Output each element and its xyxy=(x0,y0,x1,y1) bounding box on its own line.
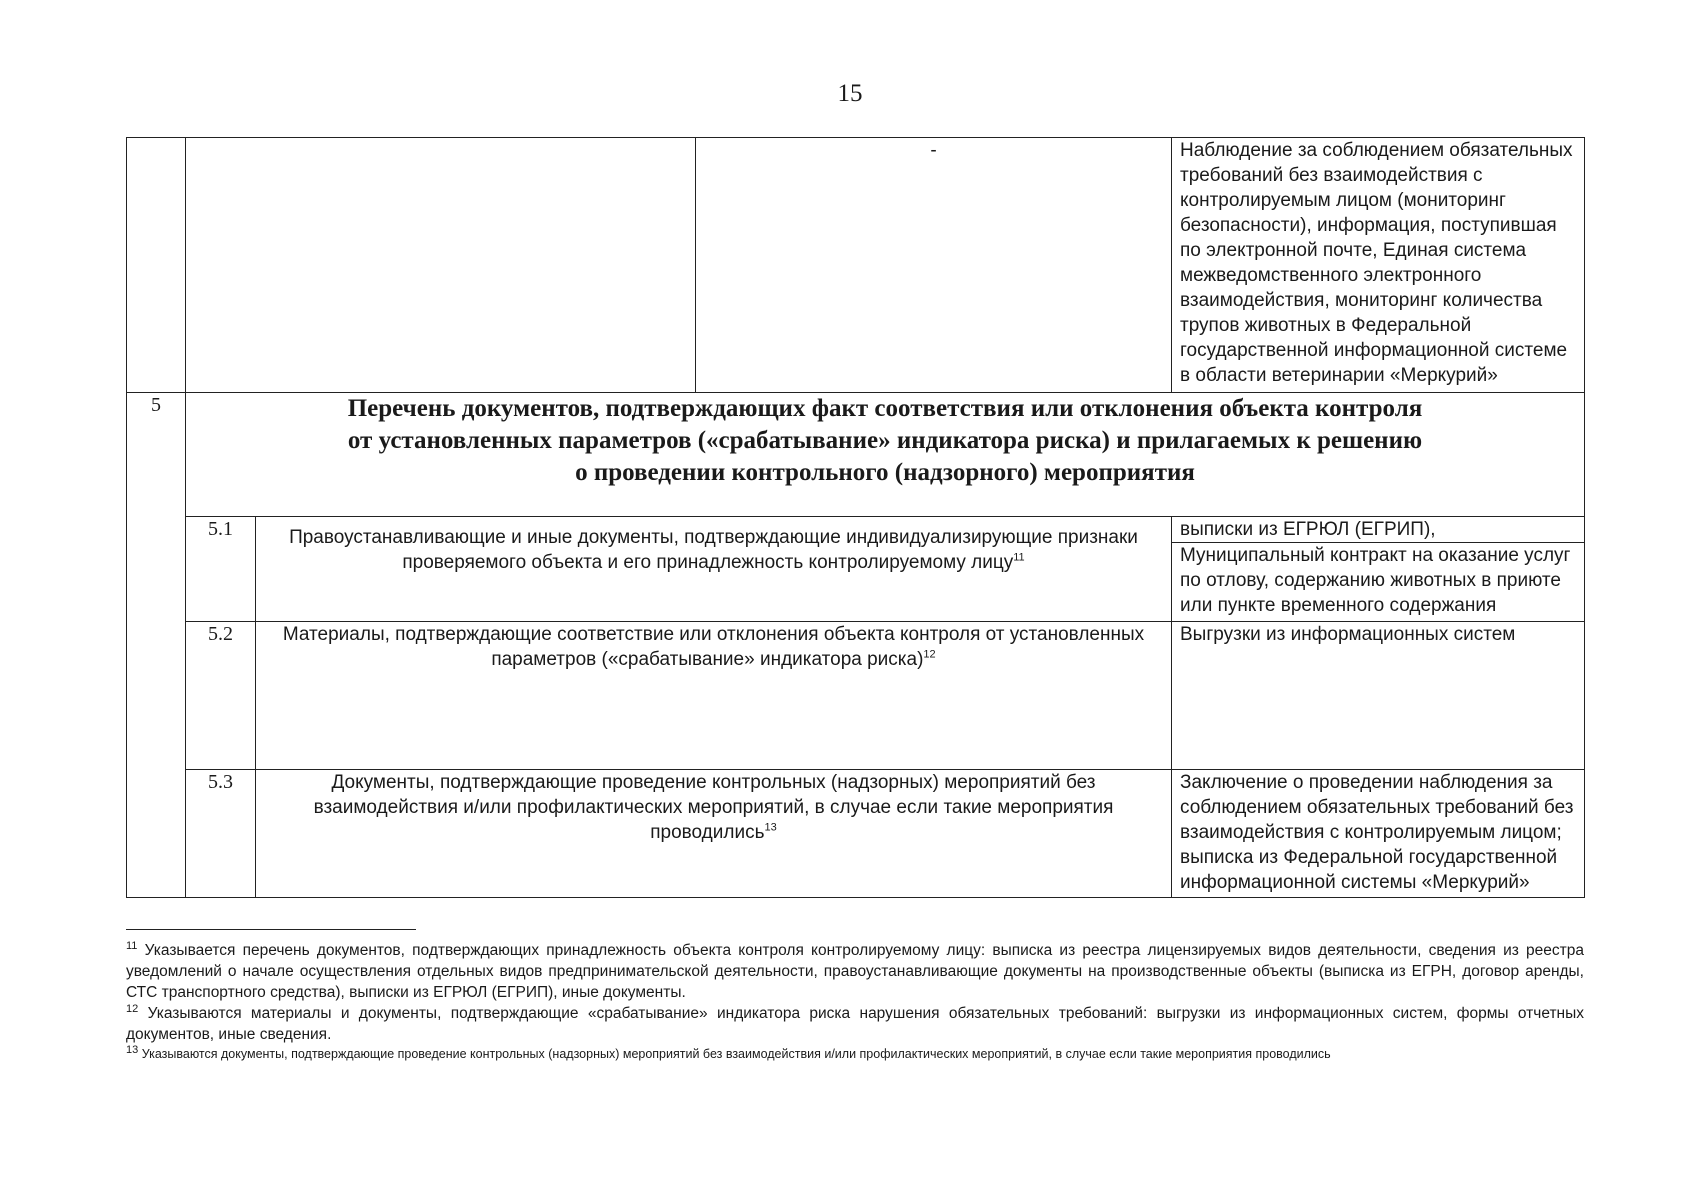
row-sources: Заключение о проведении наблюдения за соблюдением обязательных требований без взаимодействия с контролируемым лицом; выписка из Федеральной государственной информационной системы «Меркурий» xyxy=(1172,770,1585,898)
row-number: 5.1 xyxy=(186,517,256,622)
cell-dash xyxy=(696,138,1172,393)
section-heading-line-1: Перечень документов, подтверждающих факт соответствия или отклонения объекта контроля xyxy=(347,395,1423,422)
row-description: Материалы, подтверждающие соответствие или отклонения объекта контроля от установленных параметров («срабатывание» индикатора риска)$^{12}$ xyxy=(256,622,1172,770)
table-row xyxy=(127,622,1585,770)
footnote-divider xyxy=(126,929,416,930)
section-number: 5 xyxy=(127,393,186,898)
row-sources: Выгрузки из информационных систем xyxy=(1172,622,1585,770)
source-item: выписки из ЕГРЮЛ (ЕГРИП), xyxy=(1180,519,1436,540)
section-heading-line-3: о проведении контрольного (надзорного) мероприятия xyxy=(575,459,1195,486)
footnotes xyxy=(126,940,1584,1064)
footnote-ref: 11 xyxy=(1013,551,1025,564)
footnote-ref: 13 xyxy=(764,821,777,834)
footnote-13: $^{13}$ Указываются документы, подтверждающие проведение контрольных (надзорных) мероприятий без взаимодействия и/или профилактических мероприятий, в случае если такие мероприятия проводились xyxy=(126,1043,1331,1061)
footnote-11: $^{11}$ Указывается перечень документов, подтверждающих принадлежность объекта контроля контролируемому лицу: выписка из реестра лицензируемых видов деятельности, сведения из реестра уведомлений о начале осуществления отдельных видов предпринимательской деятельности, правоустанавливающие документы на производственные объекты (выписка из ЕГРН, договор аренды, СТС транспортного средства), выписки из ЕГРЮЛ (ЕГРИП), иные документы. xyxy=(126,939,1584,1001)
source-item: Муниципальный контракт на оказание услуг по отлову, содержанию животных в приюте или пункте временного содержания xyxy=(1172,542,1584,618)
row-number: 5.3 xyxy=(186,770,256,898)
cell-empty-name xyxy=(186,138,696,393)
cell-sources-continuation: Наблюдение за соблюдением обязательных требований без взаимодействия с контролируемым лицом (мониторинг безопасности), информация, поступившая по электронной почте, Единая система межведомственного электронного взаимодействия, мониторинг количества трупов животных в Федеральной государственной информационной системе в области ветеринарии «Меркурий» xyxy=(1172,138,1585,393)
footnote-mark: 11 xyxy=(126,939,138,952)
page-number: 15 xyxy=(837,80,863,107)
row-description: Правоустанавливающие и иные документы, подтверждающие индивидуализирующие признаки проверяемого объекта и его принадлежность контролируемому лицу$^{11}$ xyxy=(256,517,1172,622)
table-row-continuation xyxy=(127,138,1585,393)
footnote-mark: 13 xyxy=(126,1043,139,1056)
table-row xyxy=(127,770,1585,898)
section-heading-row xyxy=(127,393,1585,517)
footnote-12: $^{12}$ Указываются материалы и документы, подтверждающие «срабатывание» индикатора риска нарушения обязательных требований: выгрузки из информационных систем, формы отчетных документов, иные сведения. xyxy=(126,1002,1585,1043)
section-heading xyxy=(186,393,1585,517)
dash-text: - xyxy=(930,140,937,161)
cell-empty-number xyxy=(127,138,186,393)
row-description: Документы, подтверждающие проведение контрольных (надзорных) мероприятий без взаимодействия и/или профилактических мероприятий, в случае если такие мероприятия проводились$^{13}$ xyxy=(256,770,1172,898)
footnote-mark: 12 xyxy=(126,1002,139,1015)
row-sources xyxy=(1172,517,1585,622)
documents-table xyxy=(126,137,1585,898)
table-row xyxy=(127,517,1585,622)
row-number: 5.2 xyxy=(186,622,256,770)
footnote-ref: 12 xyxy=(923,648,936,661)
section-heading-line-2: от установленных параметров («срабатывание» индикатора риска) и прилагаемых к решению xyxy=(347,427,1423,454)
